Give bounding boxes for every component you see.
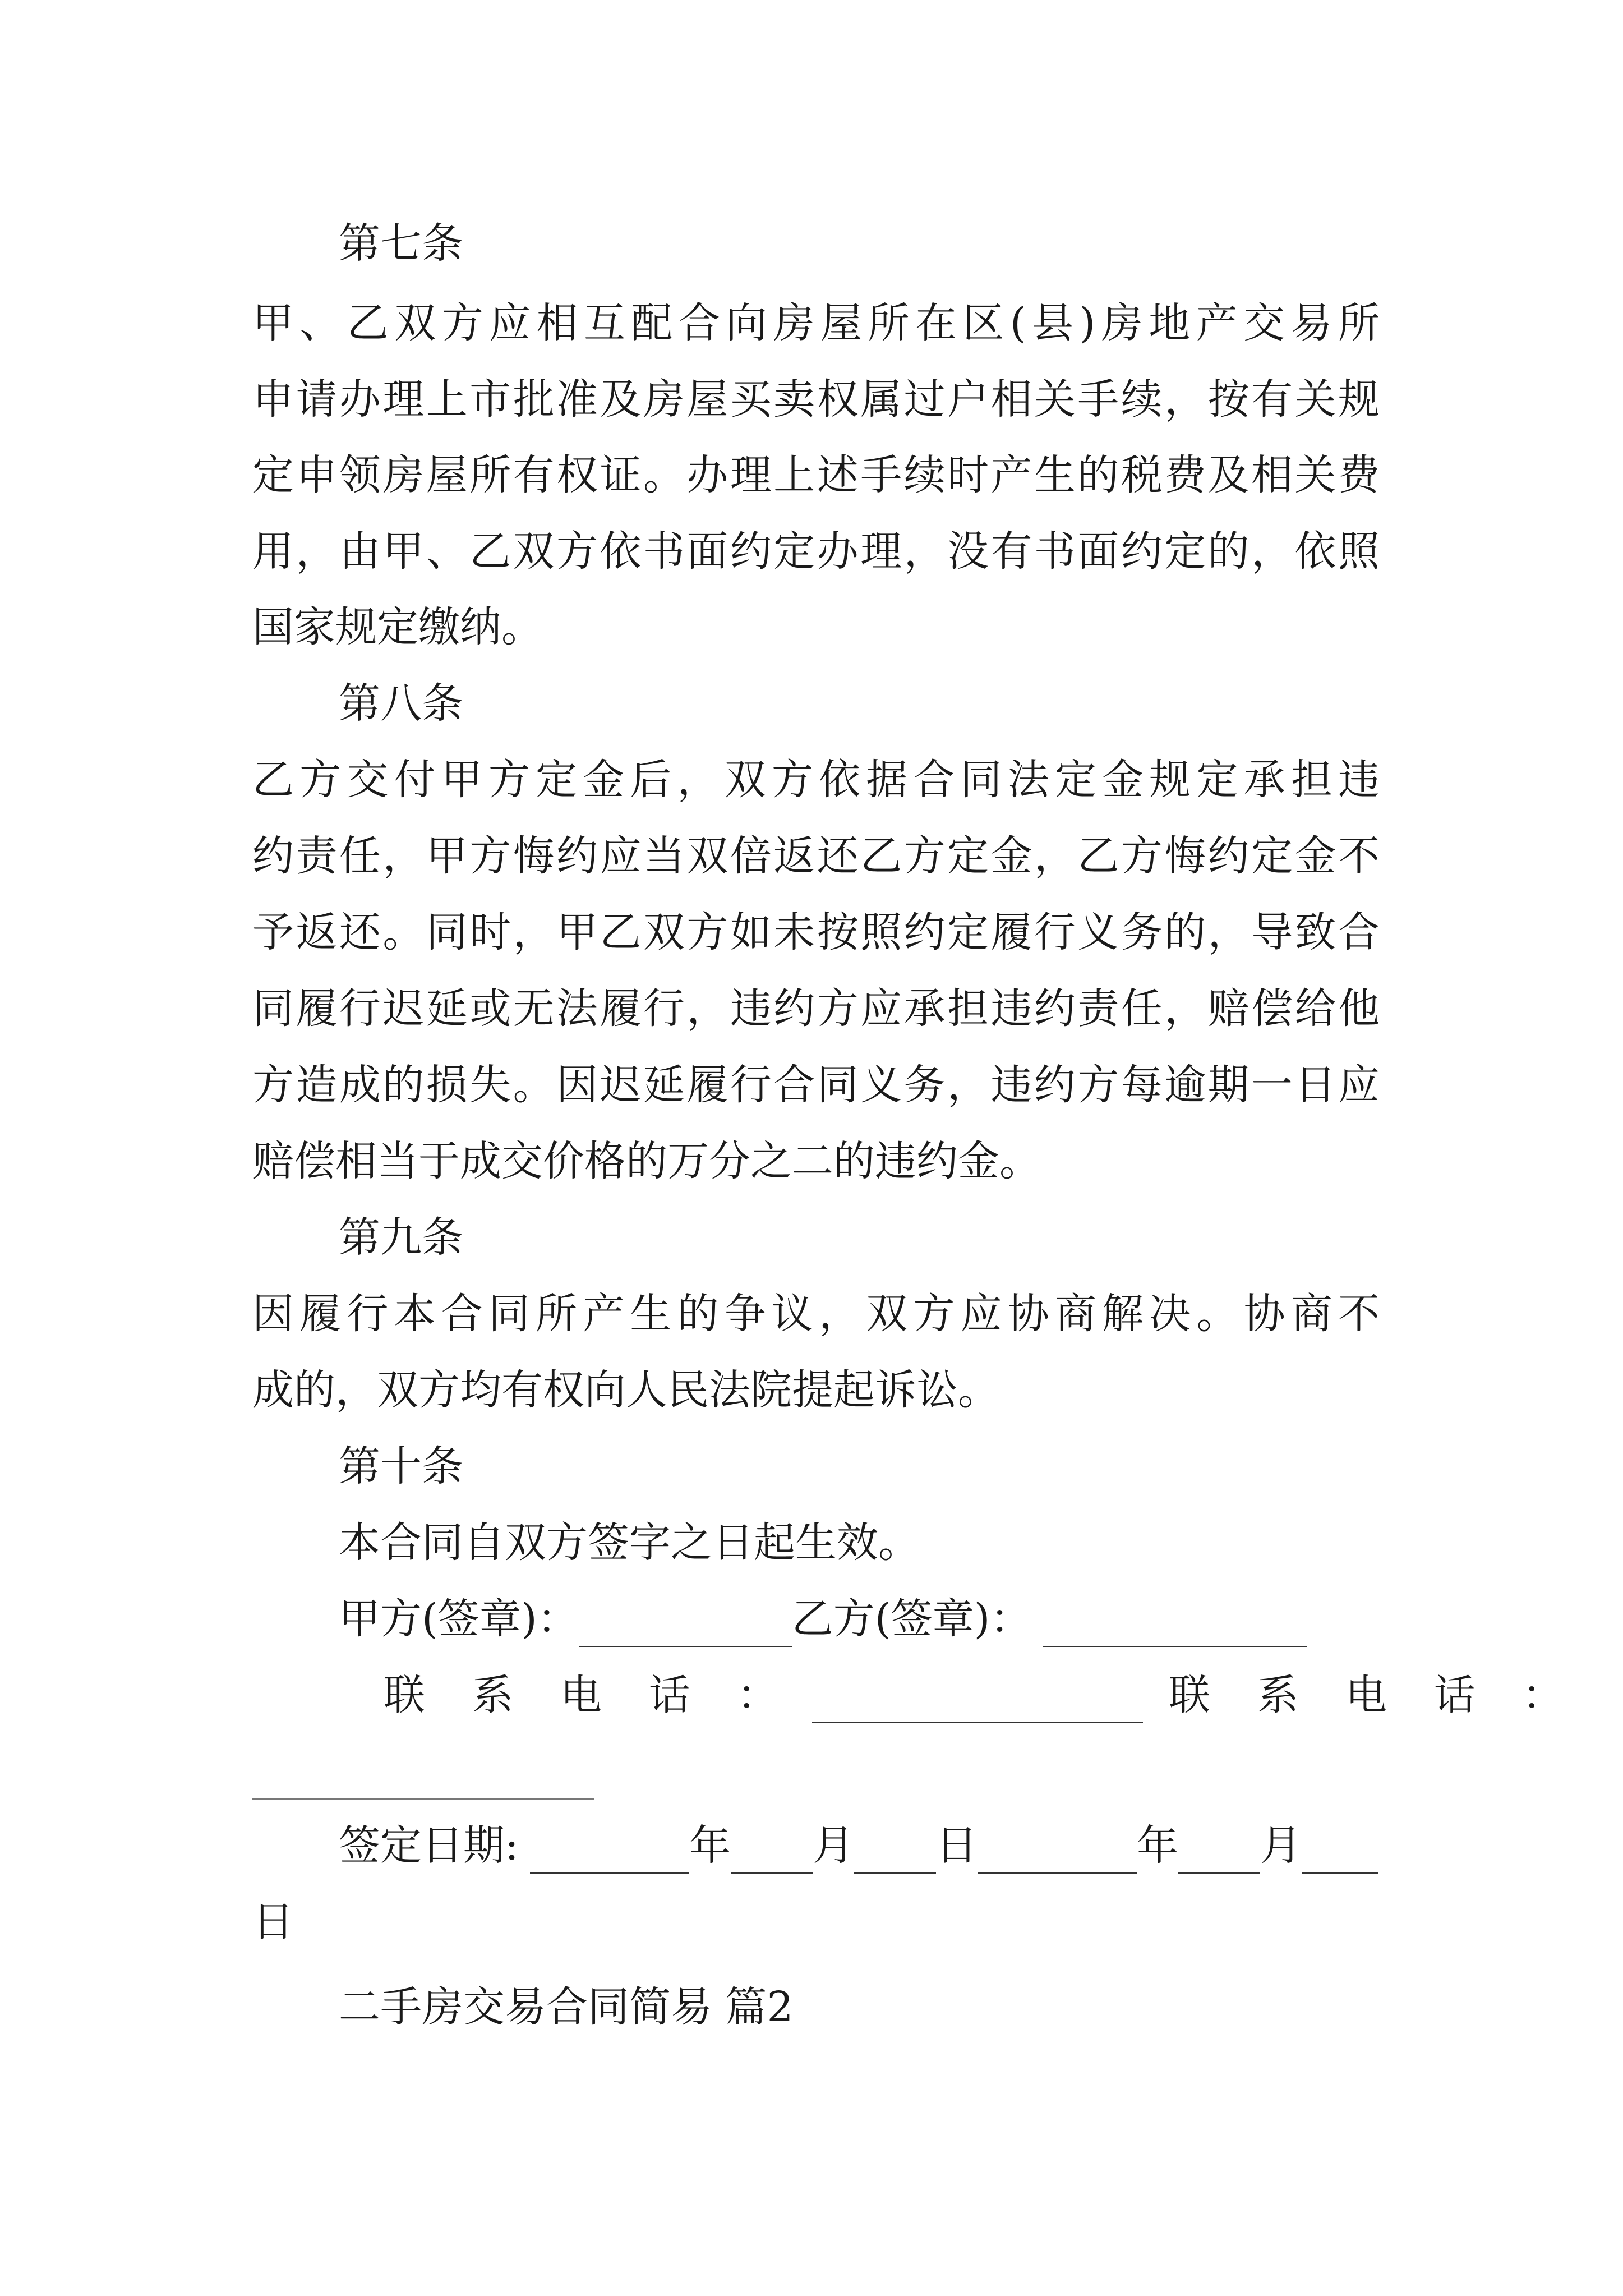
signing-date-label: 签定日期: (339, 1821, 519, 1870)
party-b-month-blank (1178, 1833, 1260, 1874)
signature-row (339, 1591, 1307, 1647)
article-7-line-4: 用，由甲、乙双方依书面约定办理，没有书面约定的，依照 (252, 527, 1380, 576)
party-b-phone-label: 联 系 电 话 ： (1169, 1671, 1581, 1719)
party-a-phone-blank (812, 1683, 1143, 1723)
party-a-year-blank (530, 1833, 689, 1874)
article-7-line-2: 申请办理上市批准及房屋买卖权属过户相关手续，按有关规 (252, 375, 1380, 424)
party-a-day-label: 日 (935, 1821, 978, 1870)
party-b-phone-blank (252, 1798, 594, 1800)
date-row (339, 1818, 1378, 1874)
phone-row (384, 1667, 1580, 1723)
article-9-line-1: 因履行本合同所产生的争议，双方应协商解决。协商不 (252, 1290, 1380, 1338)
article-8-line-5: 方造成的损失。因迟延履行合同义务，违约方每逾期一日应 (252, 1061, 1380, 1109)
party-b-day-blank (1302, 1833, 1378, 1874)
article-8-heading: 第八条 (339, 679, 463, 728)
article-10-heading: 第十条 (339, 1442, 463, 1490)
article-7-line-1: 甲、乙双方应相互配合向房屋所在区(县)房地产交易所 (252, 299, 1380, 347)
article-8-line-6: 赔偿相当于成交价格的万分之二的违约金。 (252, 1137, 1041, 1185)
party-a-phone-label: 联 系 电 话 ： (384, 1671, 796, 1719)
article-9-heading: 第九条 (339, 1213, 463, 1262)
article-7-heading: 第七条 (339, 219, 463, 268)
party-a-day-blank (854, 1833, 936, 1874)
party-a-year-label: 年 (689, 1821, 731, 1870)
party-a-signature-blank (579, 1607, 792, 1647)
party-a-signature-label: 甲方(签章)： (339, 1595, 579, 1643)
next-section-title: 二手房交易合同简易 篇2 (339, 1983, 794, 2031)
article-8-line-2: 约责任，甲方悔约应当双倍返还乙方定金，乙方悔约定金不 (252, 832, 1380, 880)
party-a-month-label: 月 (812, 1821, 854, 1870)
party-b-year-blank (978, 1833, 1137, 1874)
article-9-line-2: 成的，双方均有权向人民法院提起诉讼。 (252, 1366, 999, 1414)
article-10-text: 本合同自双方签字之日起生效。 (339, 1519, 920, 1567)
party-b-month-label: 月 (1260, 1821, 1302, 1870)
article-8-line-3: 予返还。同时，甲乙双方如未按照约定履行义务的，导致合 (252, 908, 1380, 956)
party-a-month-blank (731, 1833, 813, 1874)
party-b-signature-blank (1043, 1607, 1307, 1647)
party-b-year-label: 年 (1136, 1821, 1178, 1870)
party-b-signature-label: 乙方(签章)： (791, 1595, 1032, 1643)
article-7-line-5: 国家规定缴纳。 (252, 603, 543, 651)
party-b-day-label: 日 (252, 1898, 294, 1946)
article-8-line-4: 同履行迟延或无法履行，违约方应承担违约责任，赔偿给他 (252, 984, 1380, 1033)
article-8-line-1: 乙方交付甲方定金后，双方依据合同法定金规定承担违 (252, 756, 1380, 804)
article-7-line-3: 定申领房屋所有权证。办理上述手续时产生的税费及相关费 (252, 451, 1380, 499)
